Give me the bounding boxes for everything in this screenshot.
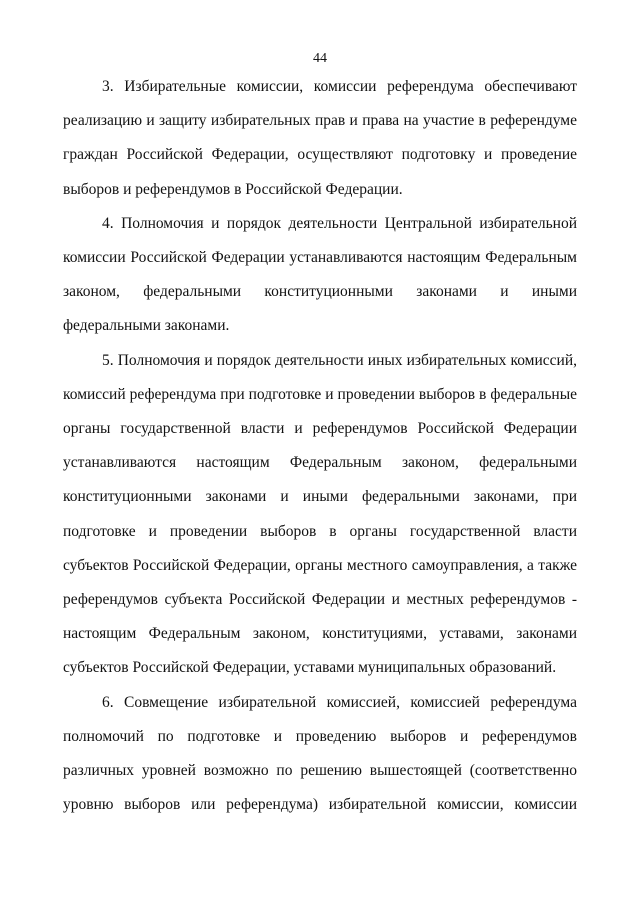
page-number: 44: [313, 51, 327, 66]
paragraph-4: 4. Полномочия и порядок деятельности Центральной избирательной комиссии Российской Федерации устанавливаются настоящим Федеральным законом, федеральными конституционными законами и иными федеральными законами.: [63, 214, 577, 335]
paragraph-6: 6. Совмещение избирательной комиссией, комиссией референдума полномочий по подготовке и проведению выборов и референдумов различных уровней возможно по решению вышестоящей (соответственно уровню выборов или референдума) избирательной комиссии, комиссии: [63, 693, 577, 814]
document-body: [63, 70, 577, 822]
paragraph-5: 5. Полномочия и порядок деятельности иных избирательных комиссий, комиссий референдума при подготовке и проведении выборов в федеральные органы государственной власти и референдумов Российской Федерации устанавливаются настоящим Федеральным законом, федеральными конституционными законами и иными федеральными законами, при подготовке и проведении выборов в органы государственной власти субъектов Российской Федерации, органы местного самоуправления, а также референдумов субъекта Российской Федерации и местных референдумов - настоящим Федеральным законом, конституциями, уставами, законами субъектов Российской Федерации, уставами муниципальных образований.: [63, 351, 577, 677]
paragraph-3: 3. Избирательные комиссии, комиссии референдума обеспечивают реализацию и защиту избирательных прав и права на участие в референдуме граждан Российской Федерации, осуществляют подготовку и проведение выборов и референдумов в Российской Федерации.: [63, 78, 577, 198]
